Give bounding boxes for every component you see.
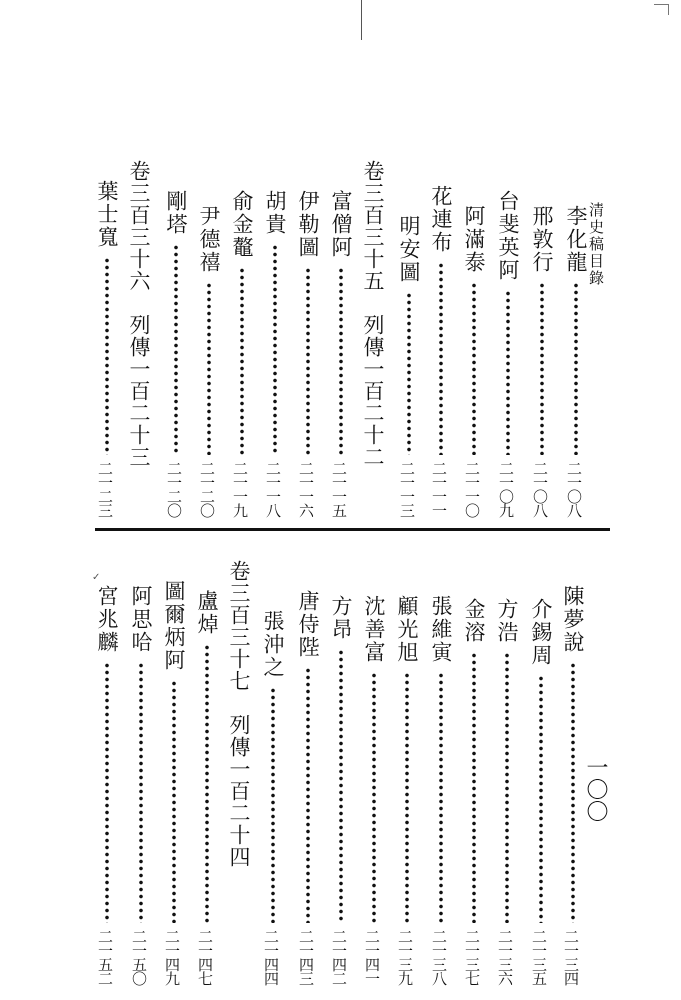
catalog-entry — [297, 190, 321, 517]
dot-leader — [571, 662, 575, 923]
entry-name: 介錫周 — [529, 598, 553, 667]
catalog-entry — [130, 585, 154, 985]
catalog-entry — [463, 598, 487, 985]
scan-mark: ✓ — [92, 572, 101, 583]
dot-leader — [439, 262, 443, 455]
entry-page-number: 二一一八 — [264, 461, 282, 517]
catalog-entry — [497, 190, 521, 517]
entry-name: 邢敦行 — [530, 205, 554, 274]
entry-name: 葉士寬 — [95, 180, 119, 249]
entry-name: 方昂 — [329, 595, 353, 641]
catalog-entry — [330, 595, 354, 985]
entry-page-number: 二一四九 — [163, 929, 181, 985]
entry-name: 盧焯 — [195, 590, 219, 636]
entry-page-number: 二一一九 — [231, 461, 249, 517]
catalog-entry — [531, 205, 555, 517]
dot-leader — [240, 267, 244, 455]
dot-leader — [105, 257, 109, 455]
scan-edge-line — [361, 0, 362, 40]
entry-page-number: 二一四二 — [330, 929, 348, 985]
catalog-entry — [198, 205, 222, 517]
entry-name: 方浩 — [495, 598, 519, 644]
entry-name: 顧光旭 — [395, 595, 419, 664]
entry-name: 剛塔 — [164, 190, 188, 236]
entry-page-number: 二一〇八 — [531, 461, 549, 517]
entry-page-number: 二一四三 — [297, 929, 315, 985]
entry-name: 張維寅 — [429, 595, 453, 664]
entry-page-number: 二一二三 — [96, 461, 114, 517]
dot-leader — [306, 267, 310, 455]
entry-page-number: 二一二〇 — [165, 461, 183, 517]
entry-page-number: 二一三八 — [430, 929, 448, 985]
catalog-entry — [262, 610, 286, 985]
catalog-entry — [96, 585, 120, 985]
entry-name: 李化龍 — [564, 205, 588, 274]
entry-name: 花連布 — [429, 185, 453, 254]
catalog-entry — [264, 190, 288, 517]
dot-leader — [339, 649, 343, 923]
entry-page-number: 二一五二 — [96, 929, 114, 985]
catalog-entry — [196, 590, 220, 985]
dot-leader — [439, 672, 443, 923]
entry-name: 台斐英阿 — [496, 190, 520, 282]
dot-leader — [174, 244, 178, 455]
dot-leader — [539, 675, 543, 923]
entry-name: 俞金鼇 — [230, 190, 254, 259]
entry-name: 圖爾炳阿 — [162, 580, 186, 672]
catalog-entry — [430, 185, 454, 517]
entry-name: 張沖之 — [261, 610, 285, 679]
entry-name: 阿滿泰 — [462, 205, 486, 274]
entry-name: 金溶 — [462, 598, 486, 644]
entry-page-number: 二一三六 — [496, 929, 514, 985]
entry-page-number: 二一一五 — [330, 461, 348, 517]
entry-page-number: 二一四七 — [196, 929, 214, 985]
entry-page-number: 二一四一 — [363, 929, 381, 985]
dot-leader — [306, 667, 310, 923]
entry-name: 明安圖 — [397, 215, 421, 284]
catalog-entry — [330, 190, 354, 517]
dot-leader — [207, 282, 211, 455]
catalog-entry — [463, 205, 487, 517]
entry-page-number: 二一一〇 — [463, 461, 481, 517]
catalog-entry — [163, 580, 187, 985]
dot-leader — [205, 644, 209, 923]
entry-name: 富僧阿 — [329, 190, 353, 259]
juan-heading: 卷三百三十六 列傳一百二十三 — [127, 160, 151, 468]
dot-leader — [273, 244, 277, 455]
catalog-entry — [363, 595, 387, 985]
entry-page-number: 二一三七 — [463, 929, 481, 985]
entry-page-number: 二一一一 — [430, 461, 448, 517]
dot-leader — [407, 292, 411, 455]
dot-leader — [506, 290, 510, 455]
dot-leader — [172, 680, 176, 923]
dot-leader — [574, 282, 578, 455]
catalog-entry — [430, 595, 454, 985]
catalog-entry — [565, 205, 589, 517]
dot-leader — [540, 282, 544, 455]
dot-leader — [139, 662, 143, 923]
entry-page-number: 二一一六 — [297, 461, 315, 517]
entry-name: 尹德禧 — [197, 205, 221, 274]
catalog-entry — [297, 590, 321, 985]
dot-leader — [472, 282, 476, 455]
juan-heading: 卷三百三十七 列傳一百二十四 — [227, 560, 251, 868]
page-number: 一〇〇 — [583, 756, 608, 822]
entry-page-number: 二一三九 — [396, 929, 414, 985]
scan-corner-mark — [654, 4, 669, 15]
entry-name: 宮兆麟 — [95, 585, 119, 654]
entry-page-number: 二一〇九 — [497, 461, 515, 517]
dot-leader — [372, 672, 376, 923]
catalog-entry — [396, 595, 420, 985]
entry-page-number: 二一〇八 — [565, 461, 583, 517]
entry-page-number: 二一二〇 — [198, 461, 216, 517]
dot-leader — [339, 267, 343, 455]
entry-name: 沈善富 — [362, 595, 386, 664]
dot-leader — [105, 662, 109, 923]
entry-name: 阿思哈 — [129, 585, 153, 654]
entry-name: 伊勒圖 — [296, 190, 320, 259]
catalog-entry — [530, 598, 554, 985]
catalog-entry — [165, 190, 189, 517]
catalog-entry — [562, 585, 586, 985]
catalog-entry — [496, 598, 520, 985]
entry-page-number: 二一一三 — [398, 461, 416, 517]
catalog-entry — [231, 190, 255, 517]
running-header: 清史稿目錄 — [587, 202, 605, 287]
juan-heading: 卷三百三十五 列傳一百二十二 — [361, 160, 385, 468]
dot-leader — [271, 687, 275, 923]
dot-leader — [505, 652, 509, 923]
entry-page-number: 二一四四 — [262, 929, 280, 985]
entry-name: 唐侍陛 — [296, 590, 320, 659]
entry-name: 陳夢說 — [561, 585, 585, 654]
catalog-entry — [398, 215, 422, 517]
entry-name: 胡貴 — [263, 190, 287, 236]
entry-page-number: 二一三四 — [562, 929, 580, 985]
entry-page-number: 二一三五 — [530, 929, 548, 985]
dot-leader — [405, 672, 409, 923]
catalog-entry — [96, 180, 120, 517]
dot-leader — [472, 652, 476, 923]
section-divider — [95, 528, 610, 531]
entry-page-number: 二一五〇 — [130, 929, 148, 985]
